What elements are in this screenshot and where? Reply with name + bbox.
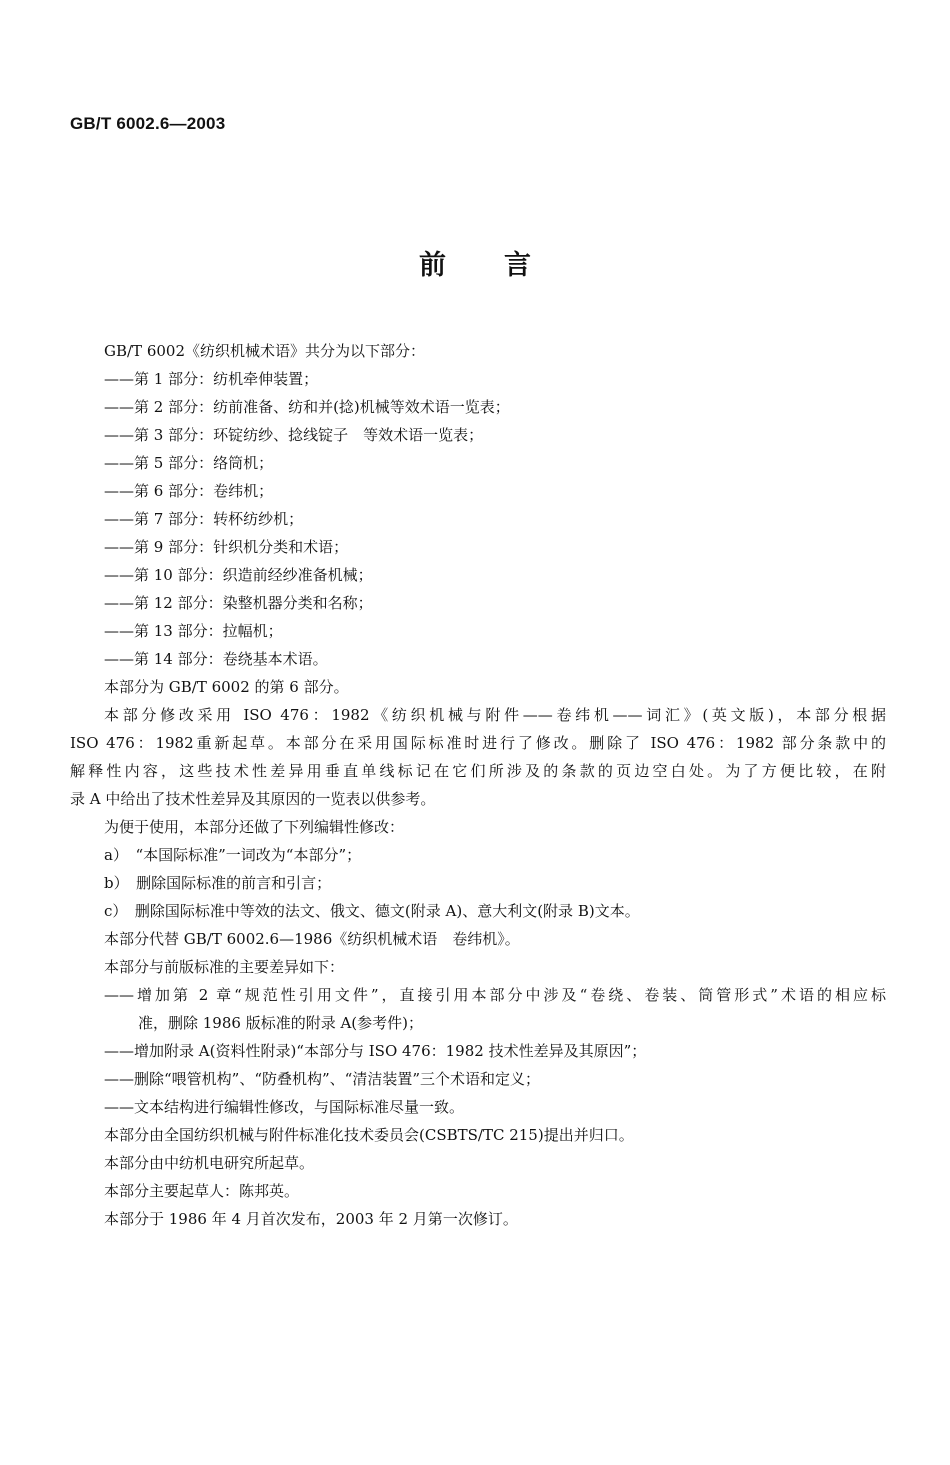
- part-item: ——第 5 部分：络筒机；: [104, 454, 274, 472]
- part-statement: 本部分为 GB/T 6002 的第 6 部分。: [104, 678, 349, 696]
- part-item: ——第 1 部分：纺机牵伸装置；: [104, 370, 319, 388]
- adoption-line-2: ISO 476：1982重新起草。本部分在采用国际标准时进行了修改。删除了 ISO 476：1982 部分条款中的: [70, 734, 886, 752]
- page-title: [0, 243, 950, 282]
- part-item: ——第 2 部分：纺前准备、纺和并(捻)机械等效术语一览表；: [104, 398, 510, 416]
- part-item: ——第 9 部分：针织机分类和术语；: [104, 538, 349, 556]
- standard-number: GB/T 6002.6—2003: [70, 114, 226, 133]
- difference-item-1: ——增加第 2 章“规范性引用文件”，直接引用本部分中涉及“卷绕、卷装、筒管形式”术语的相应标: [104, 986, 886, 1004]
- adoption-line-1: 本部分修改采用 ISO 476：1982《纺织机械与附件——卷纬机——词汇》(英文版)，本部分根据: [104, 706, 886, 724]
- main-drafter-statement: 本部分主要起草人：陈邦英。: [104, 1182, 300, 1200]
- differences-intro: 本部分与前版标准的主要差异如下：: [104, 958, 345, 976]
- adoption-line-3: 解释性内容，这些技术性差异用垂直单线标记在它们所涉及的条款的页边空白处。为了方便比较，在附: [70, 762, 886, 780]
- difference-item-2: ——增加附录 A(资料性附录)“本部分与 ISO 476：1982 技术性差异及其原因”；: [104, 1042, 647, 1060]
- editorial-item-b: b） 删除国际标准的前言和引言；: [104, 874, 332, 892]
- part-item: ——第 13 部分：拉幅机；: [104, 622, 283, 640]
- editorial-intro: 为便于使用，本部分还做了下列编辑性修改：: [104, 818, 405, 836]
- editorial-item-c: c） 删除国际标准中等效的法文、俄文、德文(附录 A)、意大利文(附录 B)文本。: [104, 902, 640, 920]
- difference-item-4: ——文本结构进行编辑性修改，与国际标准尽量一致。: [104, 1098, 465, 1116]
- difference-item-3: ——删除“喂管机构”、“防叠机构”、“清洁装置”三个术语和定义；: [104, 1070, 541, 1088]
- parts-intro: GB/T 6002《纺织机械术语》共分为以下部分：: [104, 342, 426, 360]
- part-item: ——第 12 部分：染整机器分类和名称；: [104, 594, 373, 612]
- part-item: ——第 3 部分：环锭纺纱、捻线锭子 等效术语一览表；: [104, 426, 484, 444]
- release-history: 本部分于 1986 年 4 月首次发布，2003 年 2 月第一次修订。: [104, 1210, 518, 1228]
- editorial-item-a: a） “本国际标准”一词改为“本部分”；: [104, 846, 362, 864]
- replaces-statement: 本部分代替 GB/T 6002.6—1986《纺织机械术语 卷纬机》。: [104, 930, 520, 948]
- title-char-1: 前: [419, 250, 446, 281]
- proposer-statement: 本部分由全国纺织机械与附件标准化技术委员会(CSBTS/TC 215)提出并归口。: [104, 1126, 634, 1144]
- part-item: ——第 6 部分：卷纬机；: [104, 482, 274, 500]
- difference-item-1-cont: 准，删除 1986 版标准的附录 A(参考件)；: [138, 1014, 424, 1032]
- adoption-line-4: 录 A 中给出了技术性差异及其原因的一览表以供参考。: [70, 790, 436, 808]
- part-item: ——第 7 部分：转杯纺纱机；: [104, 510, 304, 528]
- foreword-body: [70, 337, 886, 1233]
- part-item: ——第 14 部分：卷绕基本术语。: [104, 650, 328, 668]
- title-char-2: 言: [504, 250, 531, 281]
- drafter-statement: 本部分由中纺机电研究所起草。: [104, 1154, 315, 1172]
- part-item: ——第 10 部分：织造前经纱准备机械；: [104, 566, 373, 584]
